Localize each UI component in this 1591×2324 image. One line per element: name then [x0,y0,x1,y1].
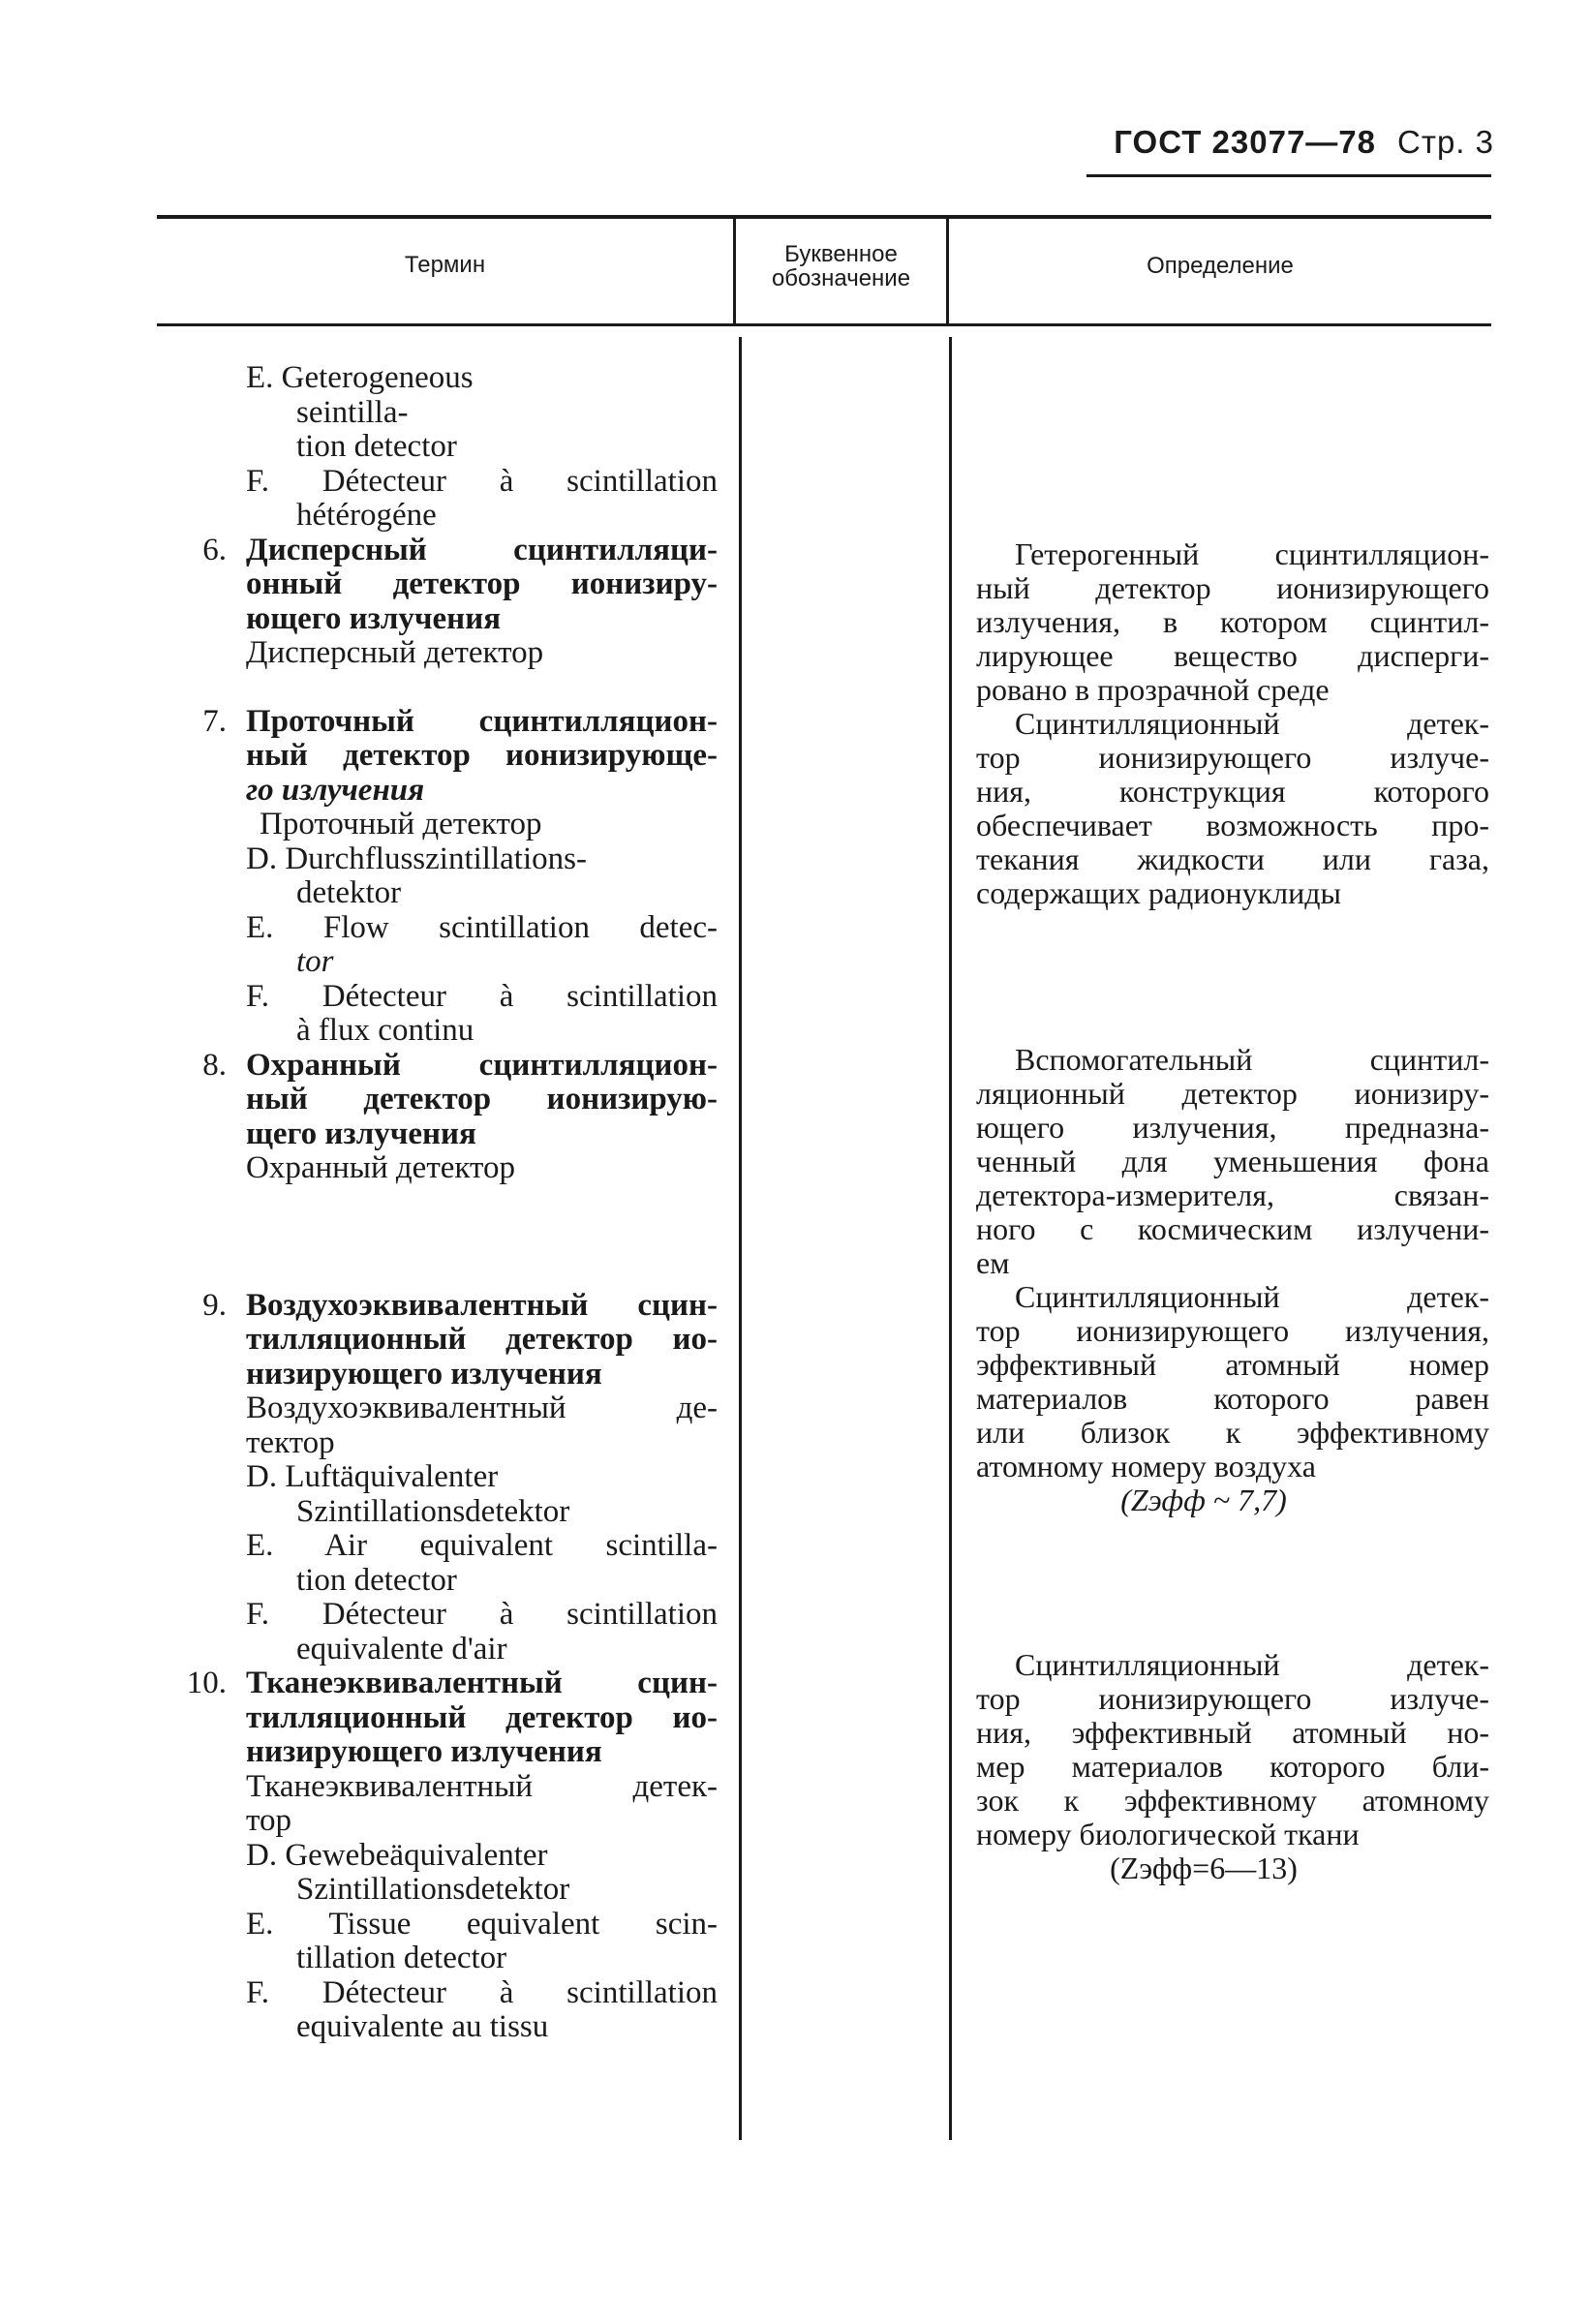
french-term-line: equivalente d'air [296,1631,507,1667]
definition-line: текания жидкости или газа, [976,841,1489,876]
column-header-term: Термин [404,252,486,278]
column-header-letter [736,242,946,290]
term-title-line: ный детектор ионизирую- [246,1082,718,1116]
definition-line: Гетерогенный сцинтилляцион- [1015,536,1489,571]
definition-line: ного с космическим излучени- [976,1211,1489,1246]
definition-line: детектора-измерителя, связан- [976,1177,1489,1212]
page-header [1114,124,1494,161]
definition-line: ляционный детектор ионизиру- [976,1076,1489,1111]
page-number: Стр. 3 [1397,124,1494,160]
term-title-line: Дисперсный сцинтилляци- [246,532,718,567]
german-term: D. Luftäquivalenter [246,1459,499,1494]
term-entry-7 [199,705,718,1049]
term-alias: Охранный детектор [246,1150,515,1185]
term-title-line: низирующего излучения [246,1356,602,1391]
term-title-line: Проточный сцинтилляцион- [246,703,718,739]
term-title-line: го излучения [246,772,425,808]
standard-number: ГОСТ 23077—78 [1114,124,1376,160]
term-title-line: Охранный сцинтилляцион- [246,1047,718,1083]
term-title-line: низирующего излучения [246,1734,602,1769]
definition-line: тор ионизирующего излуче- [976,740,1489,775]
definition-line: атомному номеру воздуха [976,1449,1316,1483]
definition-line: излучения, в котором сцинтил- [976,604,1489,639]
term-alias-line: тектор [246,1424,335,1460]
definition-line: ем [976,1245,1010,1280]
column-header-letter-line: Буквенное [784,241,898,267]
definition-7 [976,707,1489,910]
definition-line: тор ионизирующего излуче- [976,1681,1489,1716]
term-alias: Дисперсный детектор [246,635,544,670]
definition-10 [976,1648,1489,1885]
term-title-line: Тканеэквивалентный сцин- [246,1666,718,1700]
term-title-line: ющего излучения [246,600,502,636]
column-header-definition: Определение [1147,253,1294,279]
definition-line: Сцинтилляционный детек- [1015,1647,1489,1682]
term-title-line: щего излучения [246,1116,476,1151]
french-term-line: à flux continu [296,1013,474,1048]
term-title-line: ный детектор ионизирующе- [246,738,718,773]
english-term-line: tion detector [296,429,457,464]
term-column [186,360,718,2045]
term-number: 8. [202,1047,227,1083]
english-term-line: tillation detector [296,1941,507,1975]
definition-line: ный детектор ионизирующего [976,570,1489,605]
english-term: E. Geterogeneous [246,360,474,395]
term-title-line: Воздухоэквивалентный сцин- [246,1287,718,1323]
definition-line: содержащих радионуклиды [976,875,1341,910]
english-term: E. Air equivalent scintilla- [246,1528,718,1563]
english-term-line: seintilla- [296,394,409,430]
definition-8 [976,1043,1489,1280]
definition-9 [976,1280,1489,1517]
column-divider [739,337,742,2140]
french-term: F. Détecteur à scintillation [246,463,718,499]
german-term: D. Gewebeäquivalenter [246,1837,548,1873]
french-term-line: hétérogéne [296,498,437,533]
french-term: F. Détecteur à scintillation [246,1597,718,1632]
definition-line: Вспомогательный сцинтил- [1015,1042,1489,1077]
term-alias-line: тор [246,1803,291,1838]
definition-line: тор ионизирующего излучения, [976,1313,1489,1348]
term-number: 6. [202,532,227,567]
continued-entry [199,361,718,534]
german-term-line: Szintillationsdetektor [296,1872,570,1907]
english-term: E. Tissue equivalent scin- [246,1906,718,1942]
definition-line: зок к эффективному атомному [976,1783,1489,1818]
french-term-line: equivalente au tissu [296,2009,549,2044]
column-header-letter-line: обозначение [771,265,911,291]
definition-line: ющего излучения, предназна- [976,1110,1489,1145]
french-term: F. Détecteur à scintillation [246,978,718,1014]
column-divider [949,337,952,2140]
definition-line: ченный для уменьшения фона [976,1144,1489,1178]
definition-6 [976,537,1489,707]
formula: (Zэфф ~ 7,7) [1120,1483,1287,1517]
term-number: 7. [202,703,227,739]
german-term: D. Durchflusszintillations- [246,841,587,876]
term-number: 9. [202,1287,227,1323]
term-number: 10. [186,1666,227,1700]
definition-line: обеспечивает возможность про- [976,808,1489,842]
definition-line: мер материалов которого бли- [976,1749,1489,1784]
french-term: F. Détecteur à scintillation [246,1974,718,2010]
definition-line: или близок к эффективному [976,1415,1489,1450]
term-title-line: тилляционный детектор ио- [246,1699,718,1735]
term-alias: Тканеэквивалентный детек- [246,1768,718,1804]
definition-line: ния, эффективный атомный но- [976,1715,1489,1750]
definition-line: материалов которого равен [976,1381,1489,1416]
table-top-rule [157,215,1491,219]
english-term: E. Flow scintillation detec- [246,909,718,945]
term-entry-10 [186,1666,718,2045]
term-alias: Воздухоэквивалентный де- [246,1391,718,1425]
term-entry-8 [199,1049,718,1186]
formula: (Zэфф=6—13) [1110,1850,1298,1885]
definition-line: лирующее вещество дисперги- [976,638,1489,673]
german-term-line: Szintillationsdetektor [296,1493,570,1529]
definition-line: ния, конструкция которого [976,774,1489,809]
definition-line: эффективный атомный номер [976,1347,1489,1382]
term-entry-6 [199,534,718,671]
definition-line: номеру биологической ткани [976,1817,1360,1851]
term-alias: Проточный детектор [260,807,542,841]
term-title-line: онный детектор ионизиру- [246,566,718,601]
english-term-line: tor [296,944,334,979]
definition-line: Сцинтилляционный детек- [1015,1279,1489,1314]
english-term-line: tion detector [296,1562,457,1598]
definition-line: Сцинтилляционный детек- [1015,706,1489,741]
header-rule [1086,174,1491,177]
term-entry-9 [199,1289,718,1667]
table-header-rule [157,323,1491,326]
definition-line: ровано в прозрачной среде [976,672,1330,707]
german-term-line: detektor [296,875,402,910]
term-title-line: тилляционный детектор ио- [246,1322,718,1357]
